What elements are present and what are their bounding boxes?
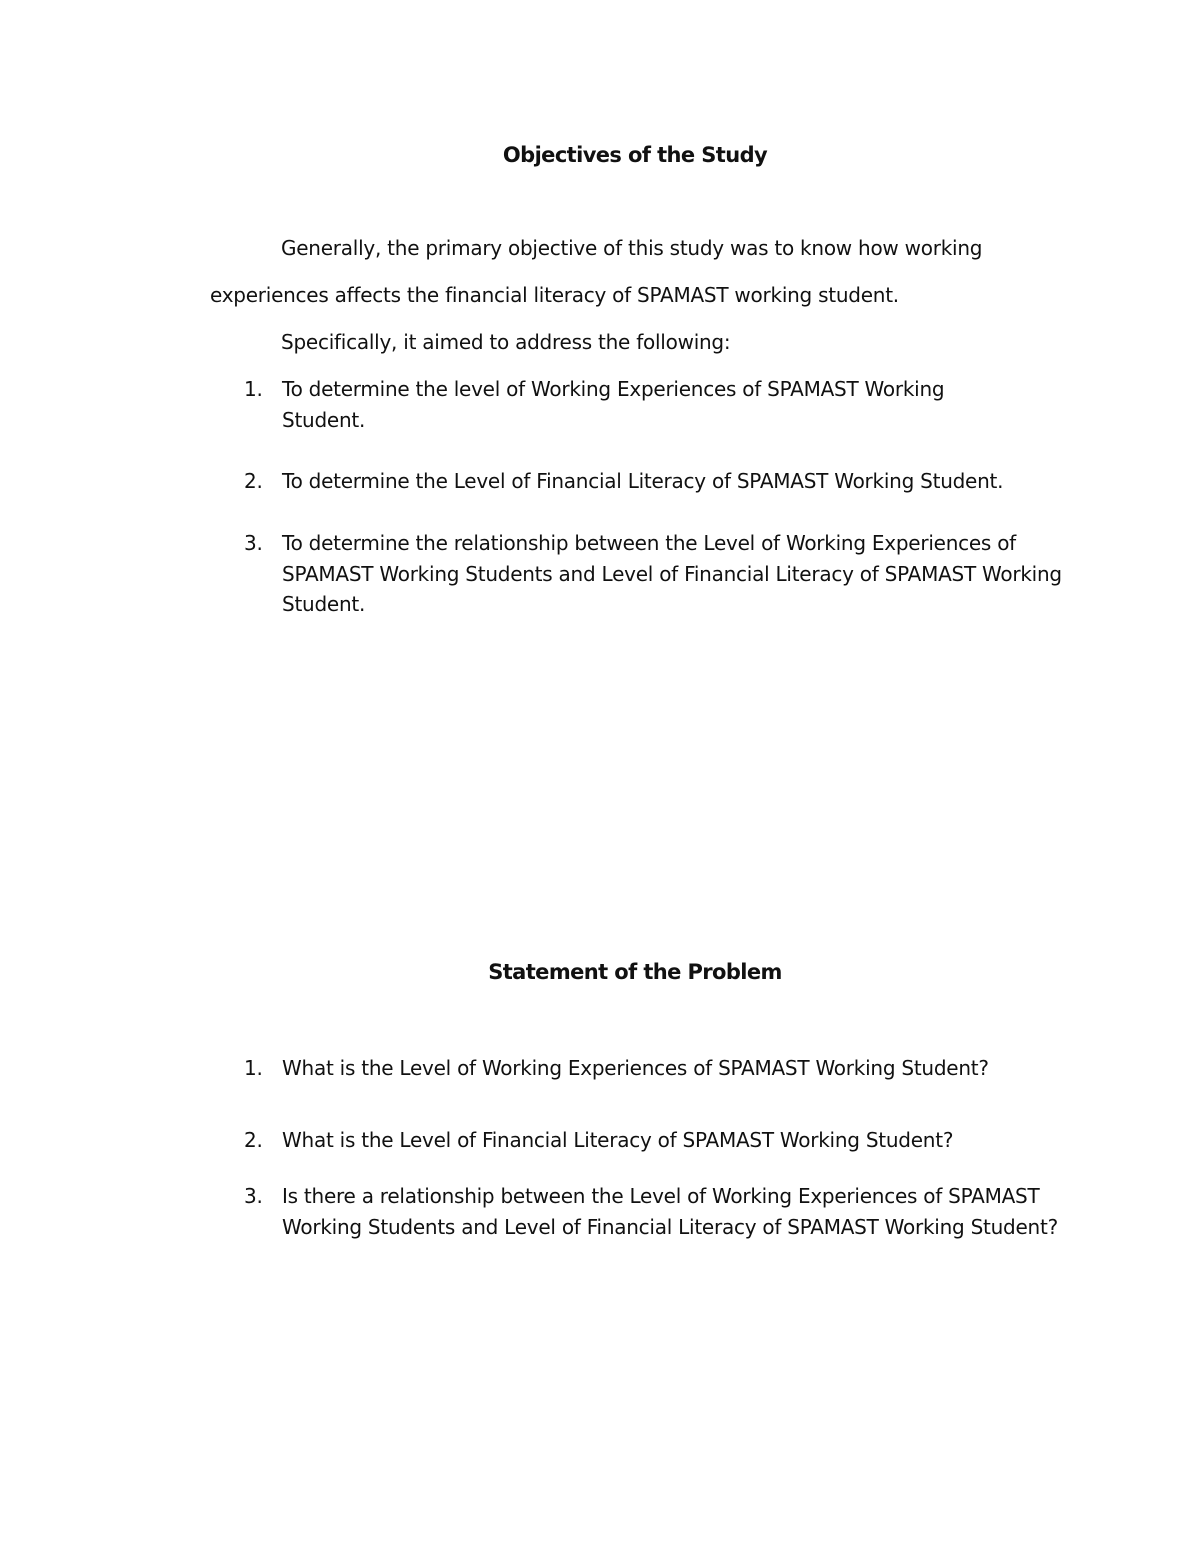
problem-item-2 (244, 1125, 1102, 1156)
objective-item-text: To determine the level of Working Experiences of SPAMAST Working Student. (282, 377, 945, 432)
objective-item-2 (244, 466, 1102, 497)
objective-item-number: 2. (244, 469, 263, 493)
problem-item-number: 3. (244, 1184, 263, 1208)
general-objective-line-1: Generally, the primary objective of this study was to know how working (281, 236, 983, 260)
objective-item-1 (244, 374, 1002, 435)
objective-item-number: 1. (244, 377, 263, 401)
objective-item-3 (244, 528, 1097, 620)
problem-heading: Statement of the Problem (488, 960, 782, 984)
specific-objectives-intro: Specifically, it aimed to address the following: (281, 330, 731, 354)
problem-item-text: What is the Level of Working Experiences of SPAMAST Working Student? (282, 1056, 989, 1080)
problem-item-number: 2. (244, 1128, 263, 1152)
general-objective-line-2: experiences affects the financial literacy of SPAMAST working student. (210, 283, 899, 307)
objectives-heading: Objectives of the Study (502, 143, 768, 167)
problem-item-3 (244, 1181, 1072, 1242)
problem-item-number: 1. (244, 1056, 263, 1080)
objective-item-text: To determine the relationship between the Level of Working Experiences of SPAMAST Working Students and Level of Financial Literacy of SPAMAST Working Student. (282, 531, 1062, 616)
objective-item-text: To determine the Level of Financial Literacy of SPAMAST Working Student. (282, 469, 1004, 493)
objective-item-number: 3. (244, 531, 263, 555)
problem-item-text: What is the Level of Financial Literacy of SPAMAST Working Student? (282, 1128, 954, 1152)
problem-item-text: Is there a relationship between the Level of Working Experiences of SPAMAST Working Students and Level of Financial Literacy of SPAMAST Working Student? (282, 1184, 1058, 1239)
problem-item-1 (244, 1053, 1102, 1084)
